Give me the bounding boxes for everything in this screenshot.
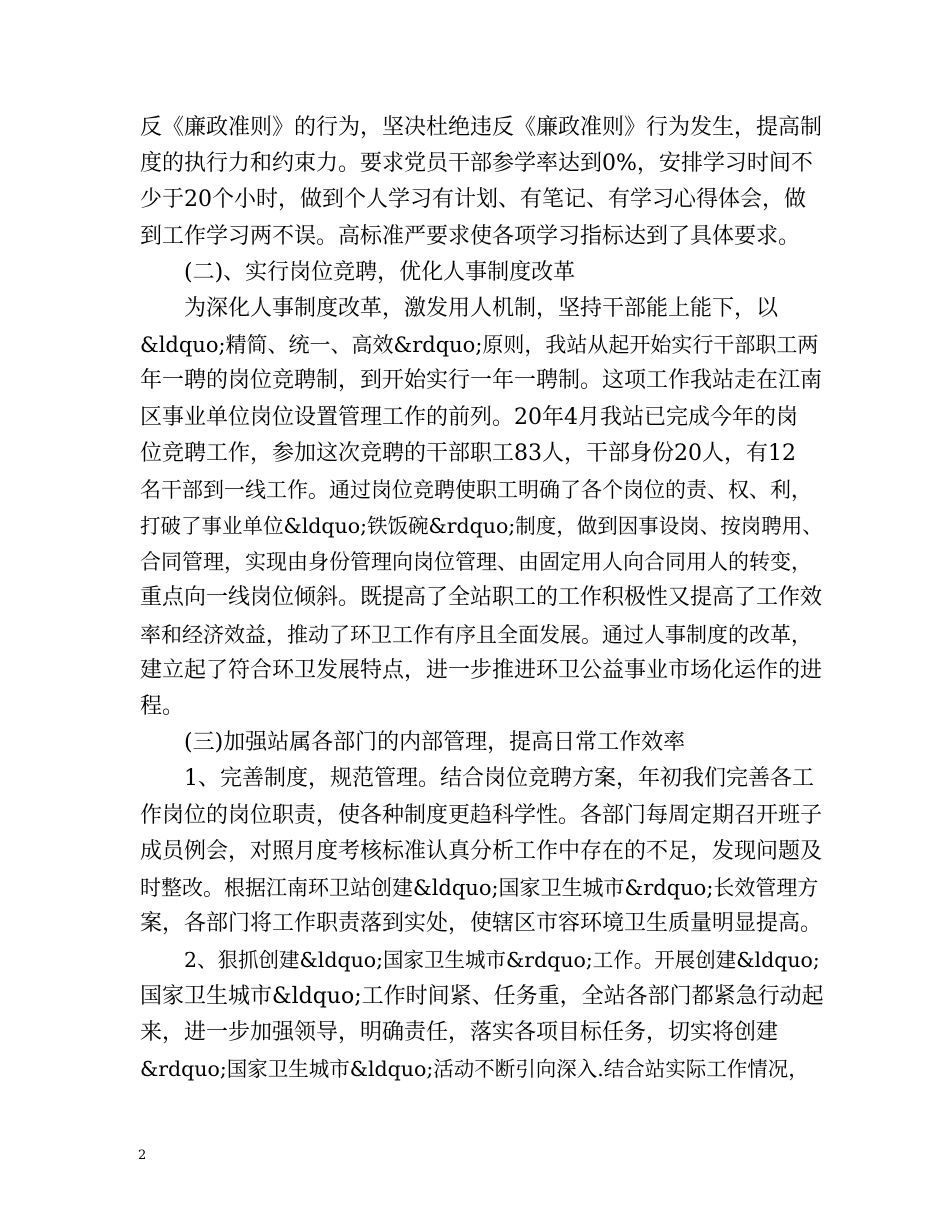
text-line: 来，进一步加强领导，明确责任，落实各项目标任务，切实将创建 (140, 1019, 779, 1045)
text-line: 为深化人事制度改革，激发用人机制，坚持干部能上能下，以 (184, 295, 779, 321)
text-line: 成员例会，对照月度考核标准认真分析工作中存在的不足，发现问题及 (140, 838, 823, 864)
text-line: 国家卫生城市&ldquo;工作时间紧、任务重，全站各部门都紧急行动起 (140, 983, 824, 1009)
text-line: 少于20个小时，做到个人学习有计划、有笔记、有学习心得体会，做 (140, 187, 806, 213)
text-line: 反《廉政准则》的行为，坚决杜绝违反《廉政准则》行为发生，提高制 (140, 115, 823, 140)
text-line: 1、完善制度，规范管理。结合岗位竞聘方案，年初我们完善各工 (184, 766, 814, 792)
text-line: 率和经济效益，推动了环卫工作有序且全面发展。通过人事制度的改革， (140, 622, 812, 647)
document-body (140, 110, 824, 1087)
text-line: 作岗位的岗位职责，使各种制度更趋科学性。各部门每周定期召开班子 (140, 802, 823, 828)
text-line: 合同管理，实现由身份管理向岗位管理、由固定用人向合同用人的转变， (140, 550, 812, 575)
text-line: &ldquo;精简、统一、高效&rdquo;原则，我站从起开始实行干部职工两 (140, 333, 819, 358)
text-line: 2、狠抓创建&ldquo;国家卫生城市&rdquo;工作。开展创建&ldquo; (184, 948, 820, 973)
text-line: 名干部到一线工作。通过岗位竞聘使职工明确了各个岗位的责、权、利， (140, 477, 812, 502)
text-line: 案，各部门将工作职责落到实处，使辖区市容环境卫生质量明显提高。 (140, 911, 823, 937)
text-line: (三)加强站属各部门的内部管理，提高日常工作效率 (184, 730, 686, 756)
text-line: &rdquo;国家卫生城市&ldquo;活动不断引向深入.结合站实际工作情况， (140, 1056, 809, 1081)
text-line: 到工作学习两不误。高标准严要求使各项学习指标达到了具体要求。 (140, 223, 801, 249)
text-line: 度的执行力和约束力。要求党员干部参学率达到0%，安排学习时间不 (140, 151, 813, 177)
text-line: 重点向一线岗位倾斜。既提高了全站职工的工作积极性又提高了工作效 (140, 585, 823, 611)
text-line: 时整改。根据江南环卫站创建&ldquo;国家卫生城市&rdquo;长效管理方 (140, 875, 819, 900)
text-line: 位竞聘工作，参加这次竞聘的干部职工83人，干部身份20人，有12 (140, 440, 796, 466)
text-line: 建立起了符合环卫发展特点，进一步推进环卫公益事业市场化运作的进 (140, 657, 823, 683)
text-line: 年一聘的岗位竞聘制，到开始实行一年一聘制。这项工作我站走在江南 (140, 368, 823, 394)
page-number: 2 (138, 1148, 147, 1163)
text-line: (二)、实行岗位竞聘，优化人事制度改革 (184, 259, 576, 285)
text-line: 程。 (140, 694, 185, 719)
text-line: 打破了事业单位&ldquo;铁饭碗&rdquo;制度，做到因事设岗、按岗聘用、 (140, 514, 823, 539)
text-line: 区事业单位岗位设置管理工作的前列。20年4月我站已完成今年的岗 (140, 404, 798, 430)
